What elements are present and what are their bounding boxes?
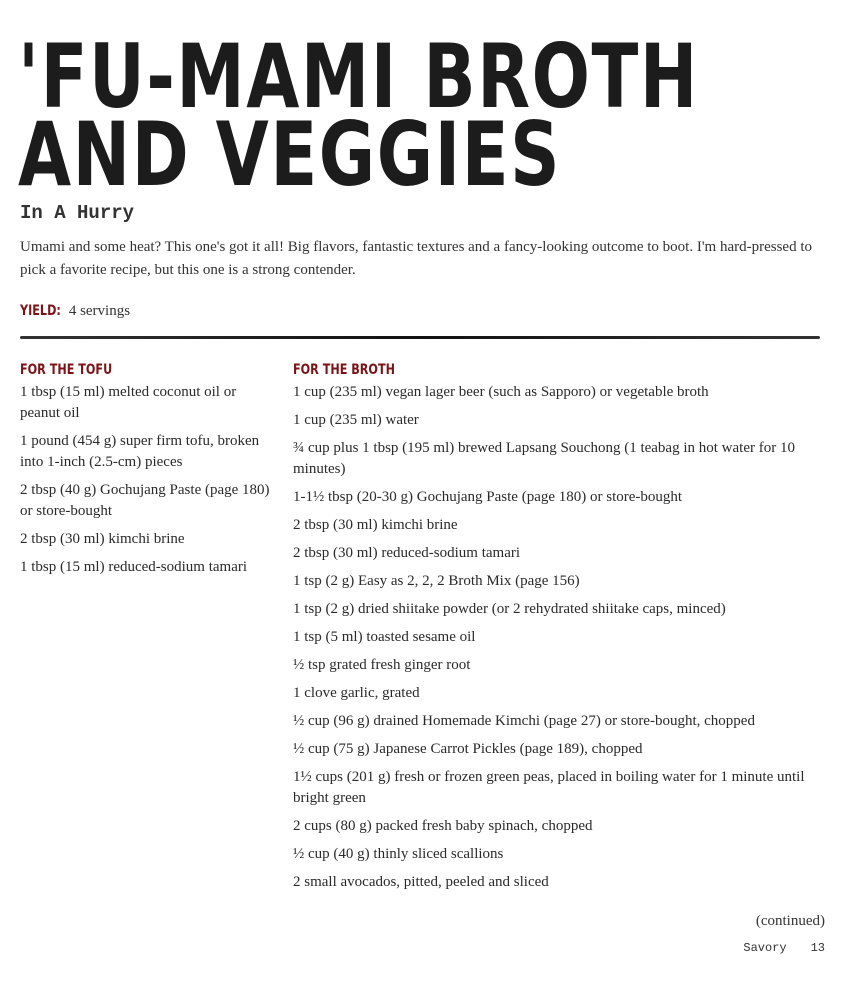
title-line: AND VEGGIES [18, 103, 562, 206]
broth-heading: FOR THE BROTH [293, 362, 395, 378]
ingredient-item: ½ tsp grated fresh ginger root [293, 657, 471, 673]
ingredient-item: 2 small avocados, pitted, peeled and sliced [293, 874, 549, 890]
ingredient-item: ½ cup (40 g) thinly sliced scallions [293, 846, 504, 862]
tofu-heading: FOR THE TOFU [20, 362, 113, 378]
ingredient-item: 1½ cups (201 g) fresh or frozen green peas, placed in boiling water for 1 minute until bright green [293, 769, 805, 806]
title-line: 'FU-MAMI BROTH [18, 25, 699, 128]
broth-ingredients [293, 362, 828, 900]
ingredient-item: 1 tbsp (15 ml) reduced-sodium tamari [20, 559, 248, 575]
ingredient-item: 1 tsp (2 g) Easy as 2, 2, 2 Broth Mix (page 156) [293, 573, 580, 589]
ingredient-item: 2 cups (80 g) packed fresh baby spinach, chopped [293, 818, 593, 834]
ingredient-item: ½ cup (75 g) Japanese Carrot Pickles (page 189), chopped [293, 741, 643, 757]
ingredient-item: 1 tsp (5 ml) toasted sesame oil [293, 629, 476, 645]
ingredient-item: 1 cup (235 ml) water [293, 412, 419, 428]
recipe-title [18, 25, 699, 206]
intro-text: Umami and some heat? This one's got it all! Big flavors, fantastic textures and a fancy-looking outcome to boot. I'm hard-pressed to pick a favorite recipe, but this one is a strong contender. [20, 239, 813, 278]
ingredient-item: 2 tbsp (30 ml) kimchi brine [20, 531, 185, 547]
ingredient-item: 1 pound (454 g) super firm tofu, broken into 1-inch (2.5-cm) pieces [20, 433, 260, 470]
tofu-ingredients [20, 362, 275, 585]
recipe-subtitle: In A Hurry [20, 202, 135, 224]
page-number: 13 [810, 941, 825, 955]
ingredient-item: 2 tbsp (30 ml) reduced-sodium tamari [293, 545, 521, 561]
ingredient-item: 1 tbsp (15 ml) melted coconut oil or peanut oil [20, 384, 237, 421]
ingredient-item: 2 tbsp (40 g) Gochujang Paste (page 180) or store-bought [20, 482, 270, 519]
ingredient-item: ¾ cup plus 1 tbsp (195 ml) brewed Lapsang Souchong (1 teabag in hot water for 10 minutes) [293, 440, 795, 477]
ingredient-item: 1 clove garlic, grated [293, 685, 420, 701]
ingredient-item: 1 cup (235 ml) vegan lager beer (such as Sapporo) or vegetable broth [293, 384, 709, 400]
ingredient-item: 1-1½ tbsp (20-30 g) Gochujang Paste (page 180) or store-bought [293, 489, 683, 505]
divider [20, 336, 820, 339]
yield-label: YIELD: [20, 303, 61, 319]
yield-value: 4 servings [68, 303, 131, 319]
ingredient-item: 1 tsp (2 g) dried shiitake powder (or 2 rehydrated shiitake caps, minced) [293, 601, 726, 617]
section-name: Savory [743, 941, 787, 955]
yield [20, 303, 130, 320]
continued-note: (continued) [755, 913, 825, 929]
page-footer [743, 941, 825, 955]
ingredient-item: 2 tbsp (30 ml) kimchi brine [293, 517, 458, 533]
ingredient-item: ½ cup (96 g) drained Homemade Kimchi (page 27) or store-bought, chopped [293, 713, 755, 729]
